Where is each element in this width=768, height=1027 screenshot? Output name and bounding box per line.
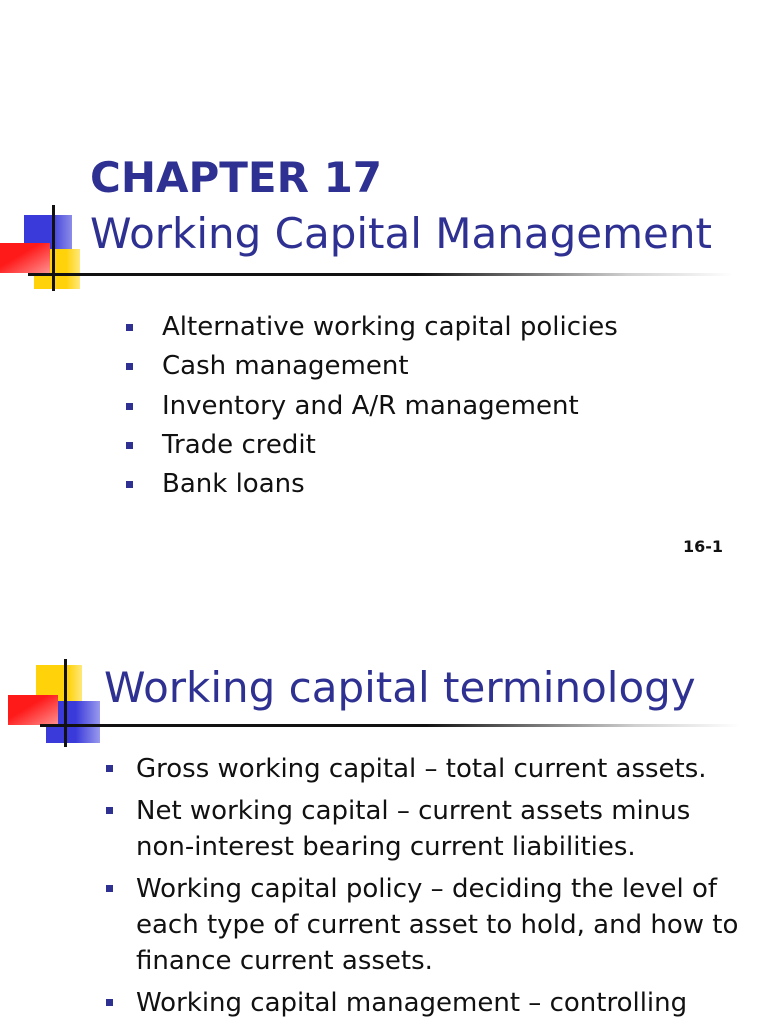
terminology-list — [104, 751, 744, 1027]
list-item: Cash management — [124, 347, 618, 386]
list-item: Working capital policy – deciding the level of each type of current asset to hold, and how to finance current assets. — [104, 871, 744, 979]
slide-title: Working capital terminology — [104, 663, 696, 712]
square-bullet-icon — [126, 363, 133, 370]
chapter-title: CHAPTER 17 — [90, 153, 383, 202]
chapter-subtitle: Working Capital Management — [90, 209, 712, 258]
square-bullet-icon — [106, 999, 113, 1006]
list-item: Gross working capital – total current assets. — [104, 751, 744, 787]
square-bullet-icon — [126, 481, 133, 488]
square-bullet-icon — [106, 807, 113, 814]
list-item: Net working capital – current assets minus non-interest bearing current liabilities. — [104, 793, 744, 865]
square-bullet-icon — [126, 442, 133, 449]
title-rule — [28, 273, 733, 276]
list-item: Bank loans — [124, 465, 618, 504]
slide-2 — [0, 585, 768, 1024]
list-item: Trade credit — [124, 426, 618, 465]
slide-logo-icon — [0, 205, 95, 295]
square-bullet-icon — [126, 403, 133, 410]
list-item: Working capital management – controlling — [104, 985, 744, 1021]
square-bullet-icon — [106, 885, 113, 892]
topic-list — [124, 308, 618, 504]
list-item: Alternative working capital policies — [124, 308, 618, 347]
slide-logo-icon — [8, 659, 108, 751]
page-number: 16-1 — [683, 537, 724, 556]
list-item: Inventory and A/R management — [124, 387, 618, 426]
square-bullet-icon — [106, 765, 113, 772]
title-rule — [40, 724, 740, 727]
square-bullet-icon — [126, 324, 133, 331]
